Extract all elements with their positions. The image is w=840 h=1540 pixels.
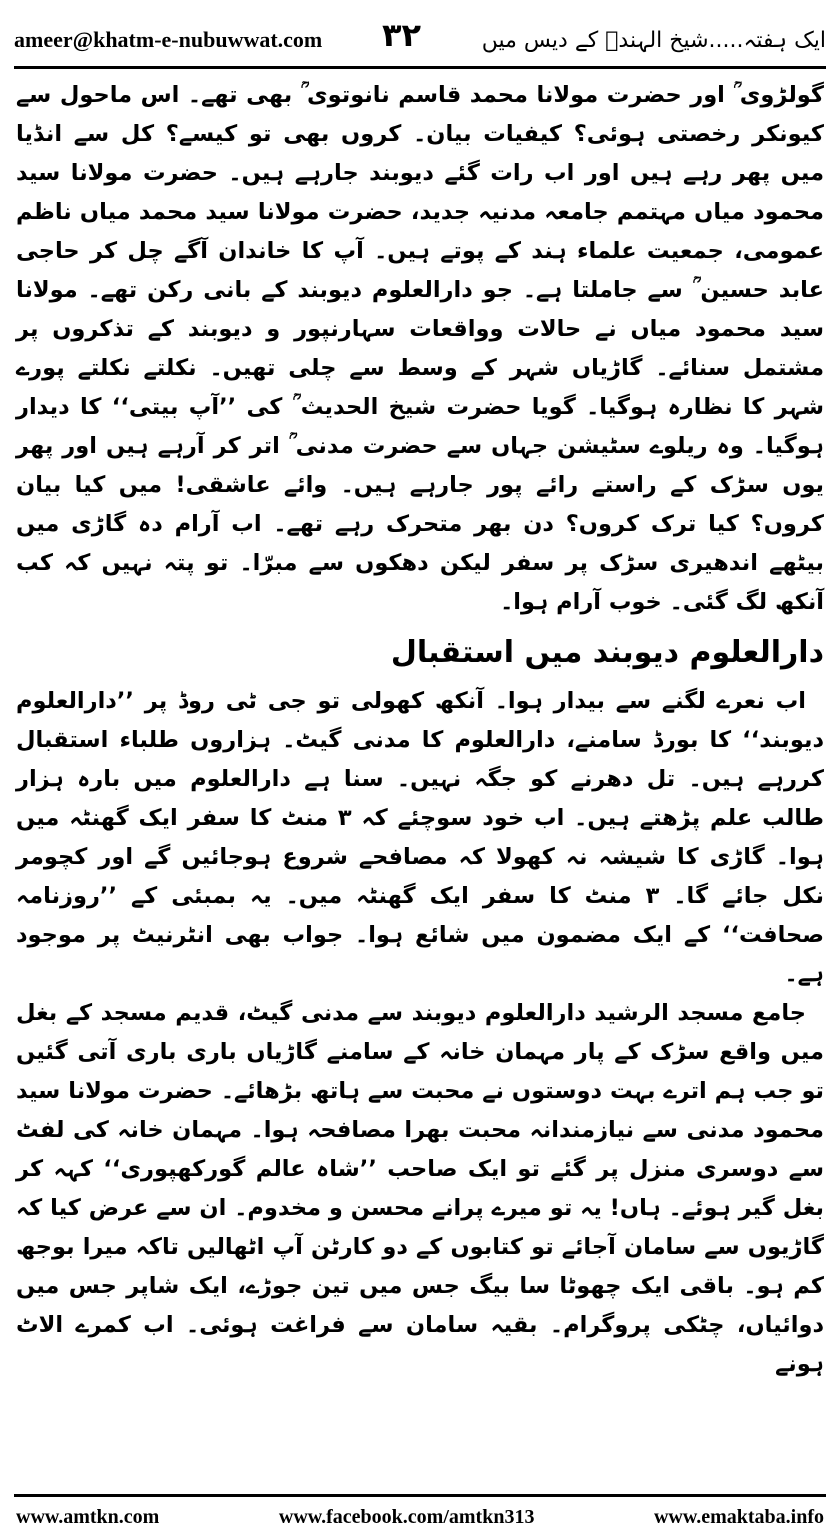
body-paragraph-1: گولڑوی ؒ اور حضرت مولانا محمد قاسم نانوتوی ؒ بھی تھے۔ اس ماحول سے کیونکر رخصتی ہوئی؟ کیفیات بیان۔ کروں بھی تو کیسے؟ کل سے انڈیا میں پھر رہے ہیں اور اب رات گئے دیوبند جارہے ہیں۔ حضرت مولانا سید محمود میاں مہتمم جامعہ مدنیہ جدید، حضرت مولانا سید محمد میاں ناظم عمومی، جمعیت علماء ہند کے پوتے ہیں۔ آپ کا خاندان آگے چل کر حاجی عابد حسین ؒ سے جاملتا ہے۔ جو دارالعلوم دیوبند کے بانی رکن تھے۔ مولانا سید محمود میاں نے حالات وواقعات سہارنپور و دیوبند کے تذکروں پر مشتمل سنائے۔ گاڑیاں شہر کے وسط سے چلی تھیں۔ نکلتے نکلتے پورے شہر کا نظارہ ہوگیا۔ گویا حضرت شیخ الحدیث ؒ کی ’’آپ بیتی‘‘ کا دیدار ہوگیا۔ وہ ریلوے سٹیشن جہاں سے حضرت مدنی ؒ اتر کر آرہے ہیں اور پھر یوں سڑک کے راستے رائے پور جارہے ہیں۔ وائے عاشقی! میں کیا بیان کروں؟ کیا ترک کروں؟ دن بھر متحرک رہے تھے۔ اب آرام دہ گاڑی میں بیٹھے اندھیری سڑک پر سفر لیکن دھکوں سے مبرّا۔ تو پتہ نہیں کہ کب آنکھ لگ گئی۔ خوب آرام ہوا۔ bbox=[16, 82, 824, 615]
section-heading: دارالعلوم دیوبند میں استقبال bbox=[390, 635, 824, 670]
footer-link-amtkn[interactable]: www.amtkn.com bbox=[16, 1505, 160, 1528]
footer-rule bbox=[14, 1494, 826, 1497]
footer-link-emaktaba[interactable]: www.emaktaba.info bbox=[653, 1505, 824, 1528]
header-rule bbox=[14, 66, 826, 69]
body-paragraph-3: جامع مسجد الرشید دارالعلوم دیوبند سے مدنی گیٹ، قدیم مسجد کے بغل میں واقع سڑک کے پار مہمان خانہ کے سامنے گاڑیاں باری باری آتی گئیں تو جب ہم اترے بہت دوستوں نے محبت سے ہاتھ بڑھائے۔ حضرت مولانا سید محمود مدنی سے نیازمندانہ محبت بھرا مصافحہ ہوا۔ مہمان خانہ کی لفٹ سے دوسری منزل پر گئے تو ایک صاحب ’’شاہ عالم گورکھپوری‘‘ کہہ کر بغل گیر ہوئے۔ ہاں! یہ تو میرے پرانے محسن و مخدوم۔ ان سے عرض کیا کہ گاڑیوں سے سامان آجائے تو کتابوں کے دو کارٹن آپ اٹھالیں تاکہ میرا بوجھ کم ہو۔ باقی ایک چھوٹا سا بیگ جس میں تین جوڑے، ایک شاپر جس میں دوائیاں، چٹکی پروگرام۔ بقیہ سامان سے فراغت ہوئی۔ اب کمرے الاٹ ہونے bbox=[16, 1000, 824, 1377]
page-footer bbox=[16, 1502, 824, 1532]
running-title: ایک ہفتہ.....شیخ الہندؒ کے دیس میں bbox=[481, 27, 826, 53]
header-email: ameer@khatm-e-nubuwwat.com bbox=[14, 27, 323, 52]
page-body bbox=[16, 76, 824, 1480]
body-paragraph-2: اب نعرے لگنے سے بیدار ہوا۔ آنکھ کھولی تو جی ٹی روڈ پر ’’دارالعلوم دیوبند‘‘ کا بورڈ سامنے، دارالعلوم کا مدنی گیٹ۔ ہزاروں طلباء استقبال کررہے ہیں۔ تل دھرنے کو جگہ نہیں۔ سنا ہے دارالعلوم میں بارہ ہزار طالب علم پڑھتے ہیں۔ اب خود سوچئے کہ ۳ منٹ کا سفر ایک گھنٹہ میں ہوا۔ گاڑی کا شیشہ نہ کھولا کہ مصافحے شروع ہوجائیں گے اور کچومر نکل جائے گا۔ ۳ منٹ کا سفر ایک گھنٹہ میں۔ یہ بمبئی کے ’’روزنامہ صحافت‘‘ کے ایک مضمون میں شائع ہوا۔ جواب بھی انٹرنیٹ پر موجود ہے۔ bbox=[16, 688, 824, 987]
footer-link-facebook[interactable]: www.facebook.com/amtkn313 bbox=[278, 1505, 535, 1528]
page-header bbox=[14, 16, 826, 64]
page-number: ۳۲ bbox=[382, 16, 422, 54]
